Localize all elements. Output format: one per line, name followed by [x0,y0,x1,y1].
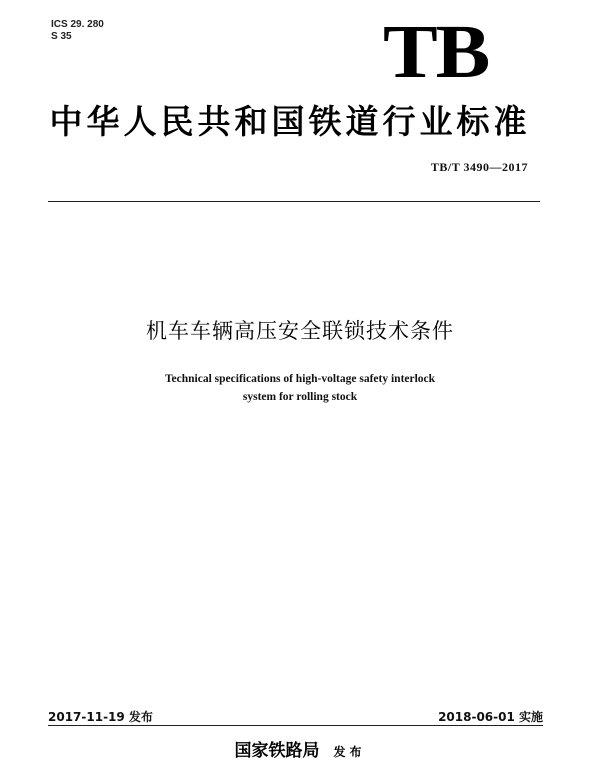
tb-logo: TB [383,10,489,94]
standard-code: TB/T 3490—2017 [430,160,528,174]
ics-code: ICS 29. 280 [51,19,104,30]
classification-codes [51,19,104,43]
document-title-chinese: 机车车辆高压安全联锁技术条件 [146,319,454,343]
english-title-line-1: Technical specifications of high-voltage safety interlock [164,373,436,385]
document-title-english [60,370,540,406]
footer-divider [48,725,543,726]
implementation-date: 2018-06-01 实施 [438,710,543,724]
issue-date: 2017-11-19 发布 [48,710,153,724]
standard-name: 中华人民共和国铁道行业标准 [49,102,531,141]
publisher-name: 国家铁路局 [234,741,320,761]
english-title-line-2: system for rolling stock [242,391,358,403]
header-divider [48,201,540,202]
publisher [160,736,440,761]
publisher-suffix: 发布 [333,745,366,759]
ccs-code: S 35 [51,31,72,42]
